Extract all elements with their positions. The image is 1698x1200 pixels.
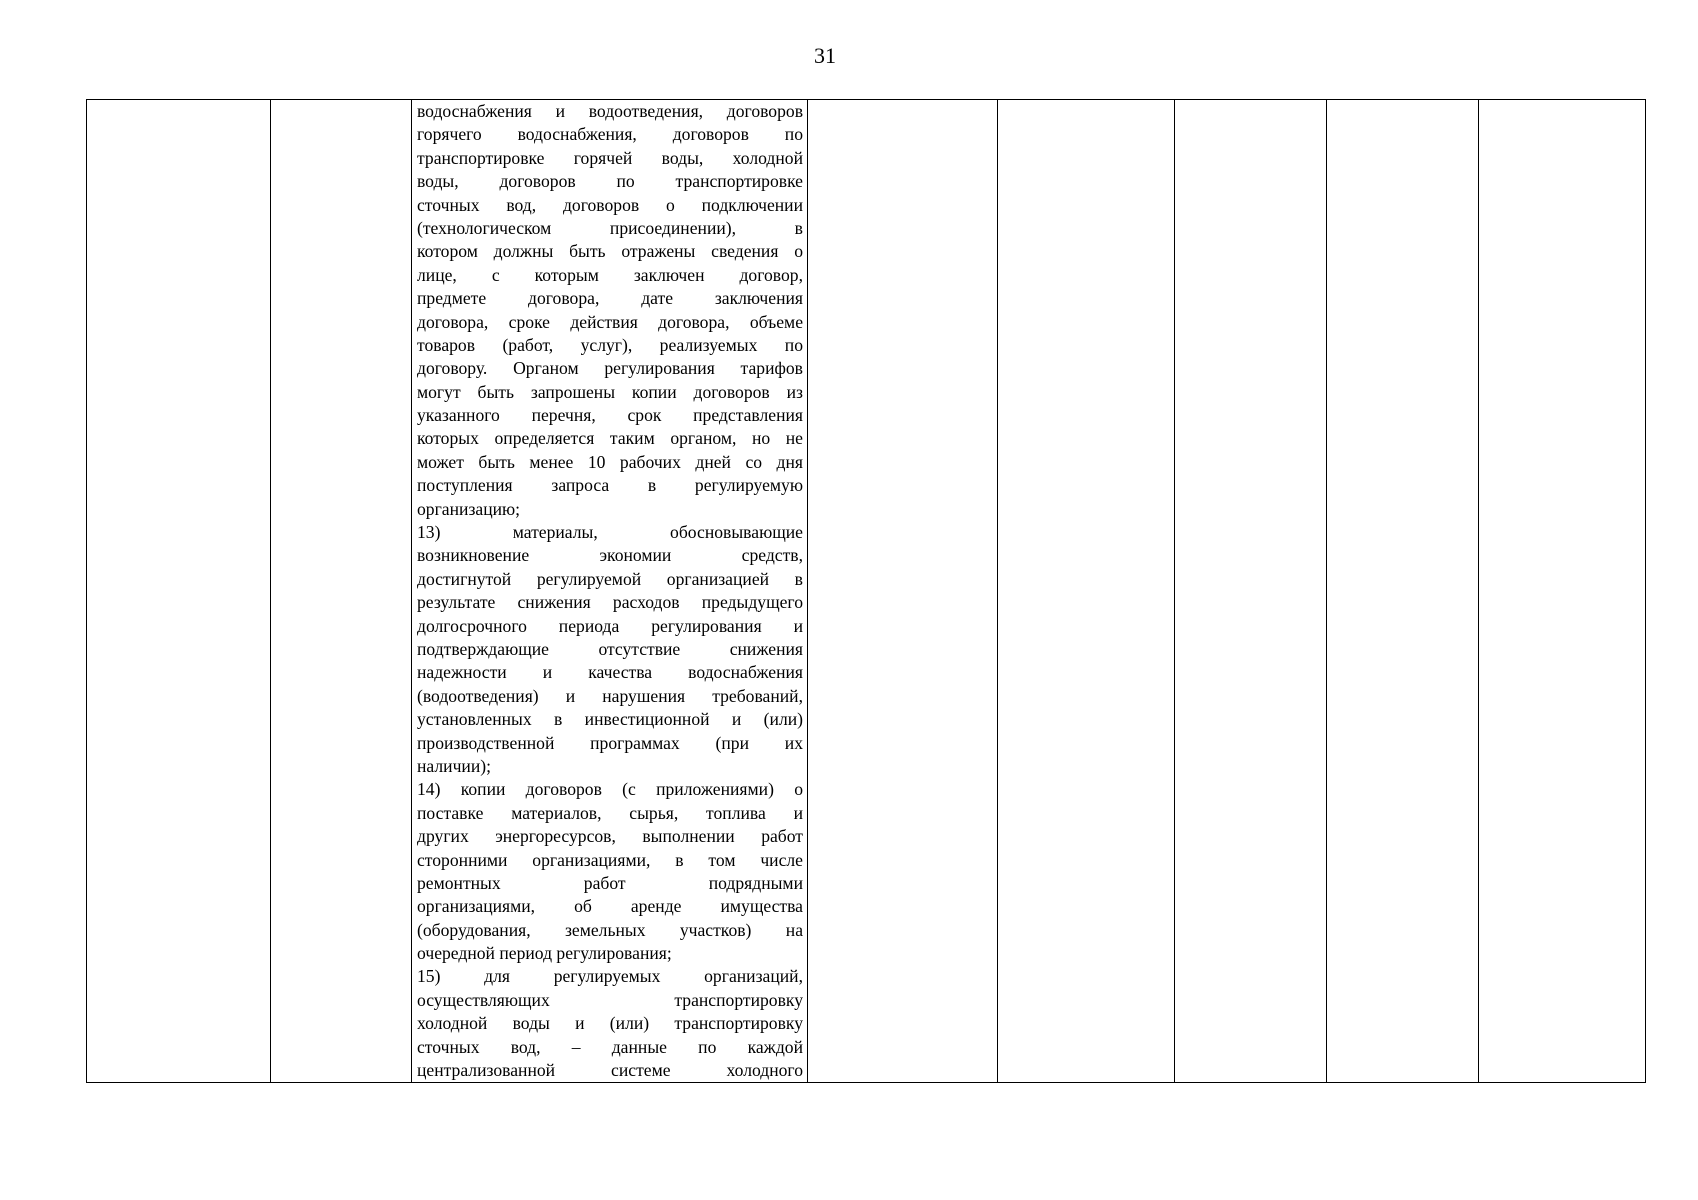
table-row xyxy=(87,100,1646,1083)
text-line: других энергоресурсов, выполнении работ xyxy=(417,826,803,847)
text-line: договора, сроке действия договора, объеме xyxy=(417,311,803,332)
table-cell-4 xyxy=(808,100,998,1083)
page-number: 31 xyxy=(814,43,836,68)
text-line: (оборудования, земельных участков) на xyxy=(417,919,803,940)
text-line: (водоотведения) и нарушения требований, xyxy=(417,685,803,706)
text-line: лице, с которым заключен договор, xyxy=(417,264,803,285)
text-line: которых определяется таким органом, но не xyxy=(417,428,803,449)
text-line: долгосрочного периода регулирования и xyxy=(417,615,803,636)
text-line: воды, договоров по транспортировке xyxy=(417,171,803,192)
text-line: наличии); xyxy=(417,755,492,776)
text-line: поступления запроса в регулируемую xyxy=(417,475,803,496)
text-line: 14) копии договоров (с приложениями) о xyxy=(417,779,803,800)
text-line: надежности и качества водоснабжения xyxy=(417,662,803,683)
text-line: поставке материалов, сырья, топлива и xyxy=(417,802,803,823)
text-line: сточных вод, договоров о подключении xyxy=(417,194,803,215)
table-cell-8 xyxy=(1479,100,1646,1083)
text-line: предмете договора, дате заключения xyxy=(417,288,803,309)
text-line: транспортировке горячей воды, холодной xyxy=(417,147,803,168)
table-cell-6 xyxy=(1175,100,1327,1083)
text-line: холодной воды и (или) транспортировку xyxy=(417,1013,803,1034)
text-line: ремонтных работ подрядными xyxy=(417,872,803,893)
text-line: товаров (работ, услуг), реализуемых по xyxy=(417,334,803,355)
table-cell-number xyxy=(87,100,271,1083)
text-line: указанного перечня, срок представления xyxy=(417,405,803,426)
text-line: горячего водоснабжения, договоров по xyxy=(417,124,803,145)
text-line: 13) материалы, обосновывающие xyxy=(417,522,803,543)
text-line: возникновение экономии средств, xyxy=(417,545,803,566)
text-line: организациями, об аренде имущества xyxy=(417,896,803,917)
text-line: организацию; xyxy=(417,498,521,519)
text-line: осуществляющих транспортировку xyxy=(417,989,803,1010)
text-line: достигнутой регулируемой организацией в xyxy=(417,568,803,589)
text-line: подтверждающие отсутствие снижения xyxy=(417,638,803,659)
table-cell-5 xyxy=(998,100,1175,1083)
text-line: сточных вод, – данные по каждой xyxy=(417,1036,803,1057)
requirements-table xyxy=(86,99,1646,1083)
table-cell-requirements xyxy=(412,100,808,1083)
text-line: сторонними организациями, в том числе xyxy=(417,849,803,870)
text-line: котором должны быть отражены сведения о xyxy=(417,241,803,262)
text-line: результате снижения расходов предыдущего xyxy=(417,592,803,613)
text-line: могут быть запрошены копии договоров из xyxy=(417,381,803,402)
table-cell-name xyxy=(271,100,412,1083)
text-line: договору. Органом регулирования тарифов xyxy=(417,358,803,379)
text-line: водоснабжения и водоотведения, договоров xyxy=(417,101,803,121)
text-line: может быть менее 10 рабочих дней со дня xyxy=(417,451,803,472)
text-line: очередной период регулирования; xyxy=(417,943,672,964)
text-line: централизованной системе холодного xyxy=(417,1060,803,1081)
requirements-text xyxy=(417,100,803,1082)
text-line: 15) для регулируемых организаций, xyxy=(417,966,803,987)
text-line: производственной программах (при их xyxy=(417,732,803,753)
text-line: установленных в инвестиционной и (или) xyxy=(417,709,803,730)
text-line: (технологическом присоединении), в xyxy=(417,217,803,238)
table-cell-7 xyxy=(1327,100,1479,1083)
